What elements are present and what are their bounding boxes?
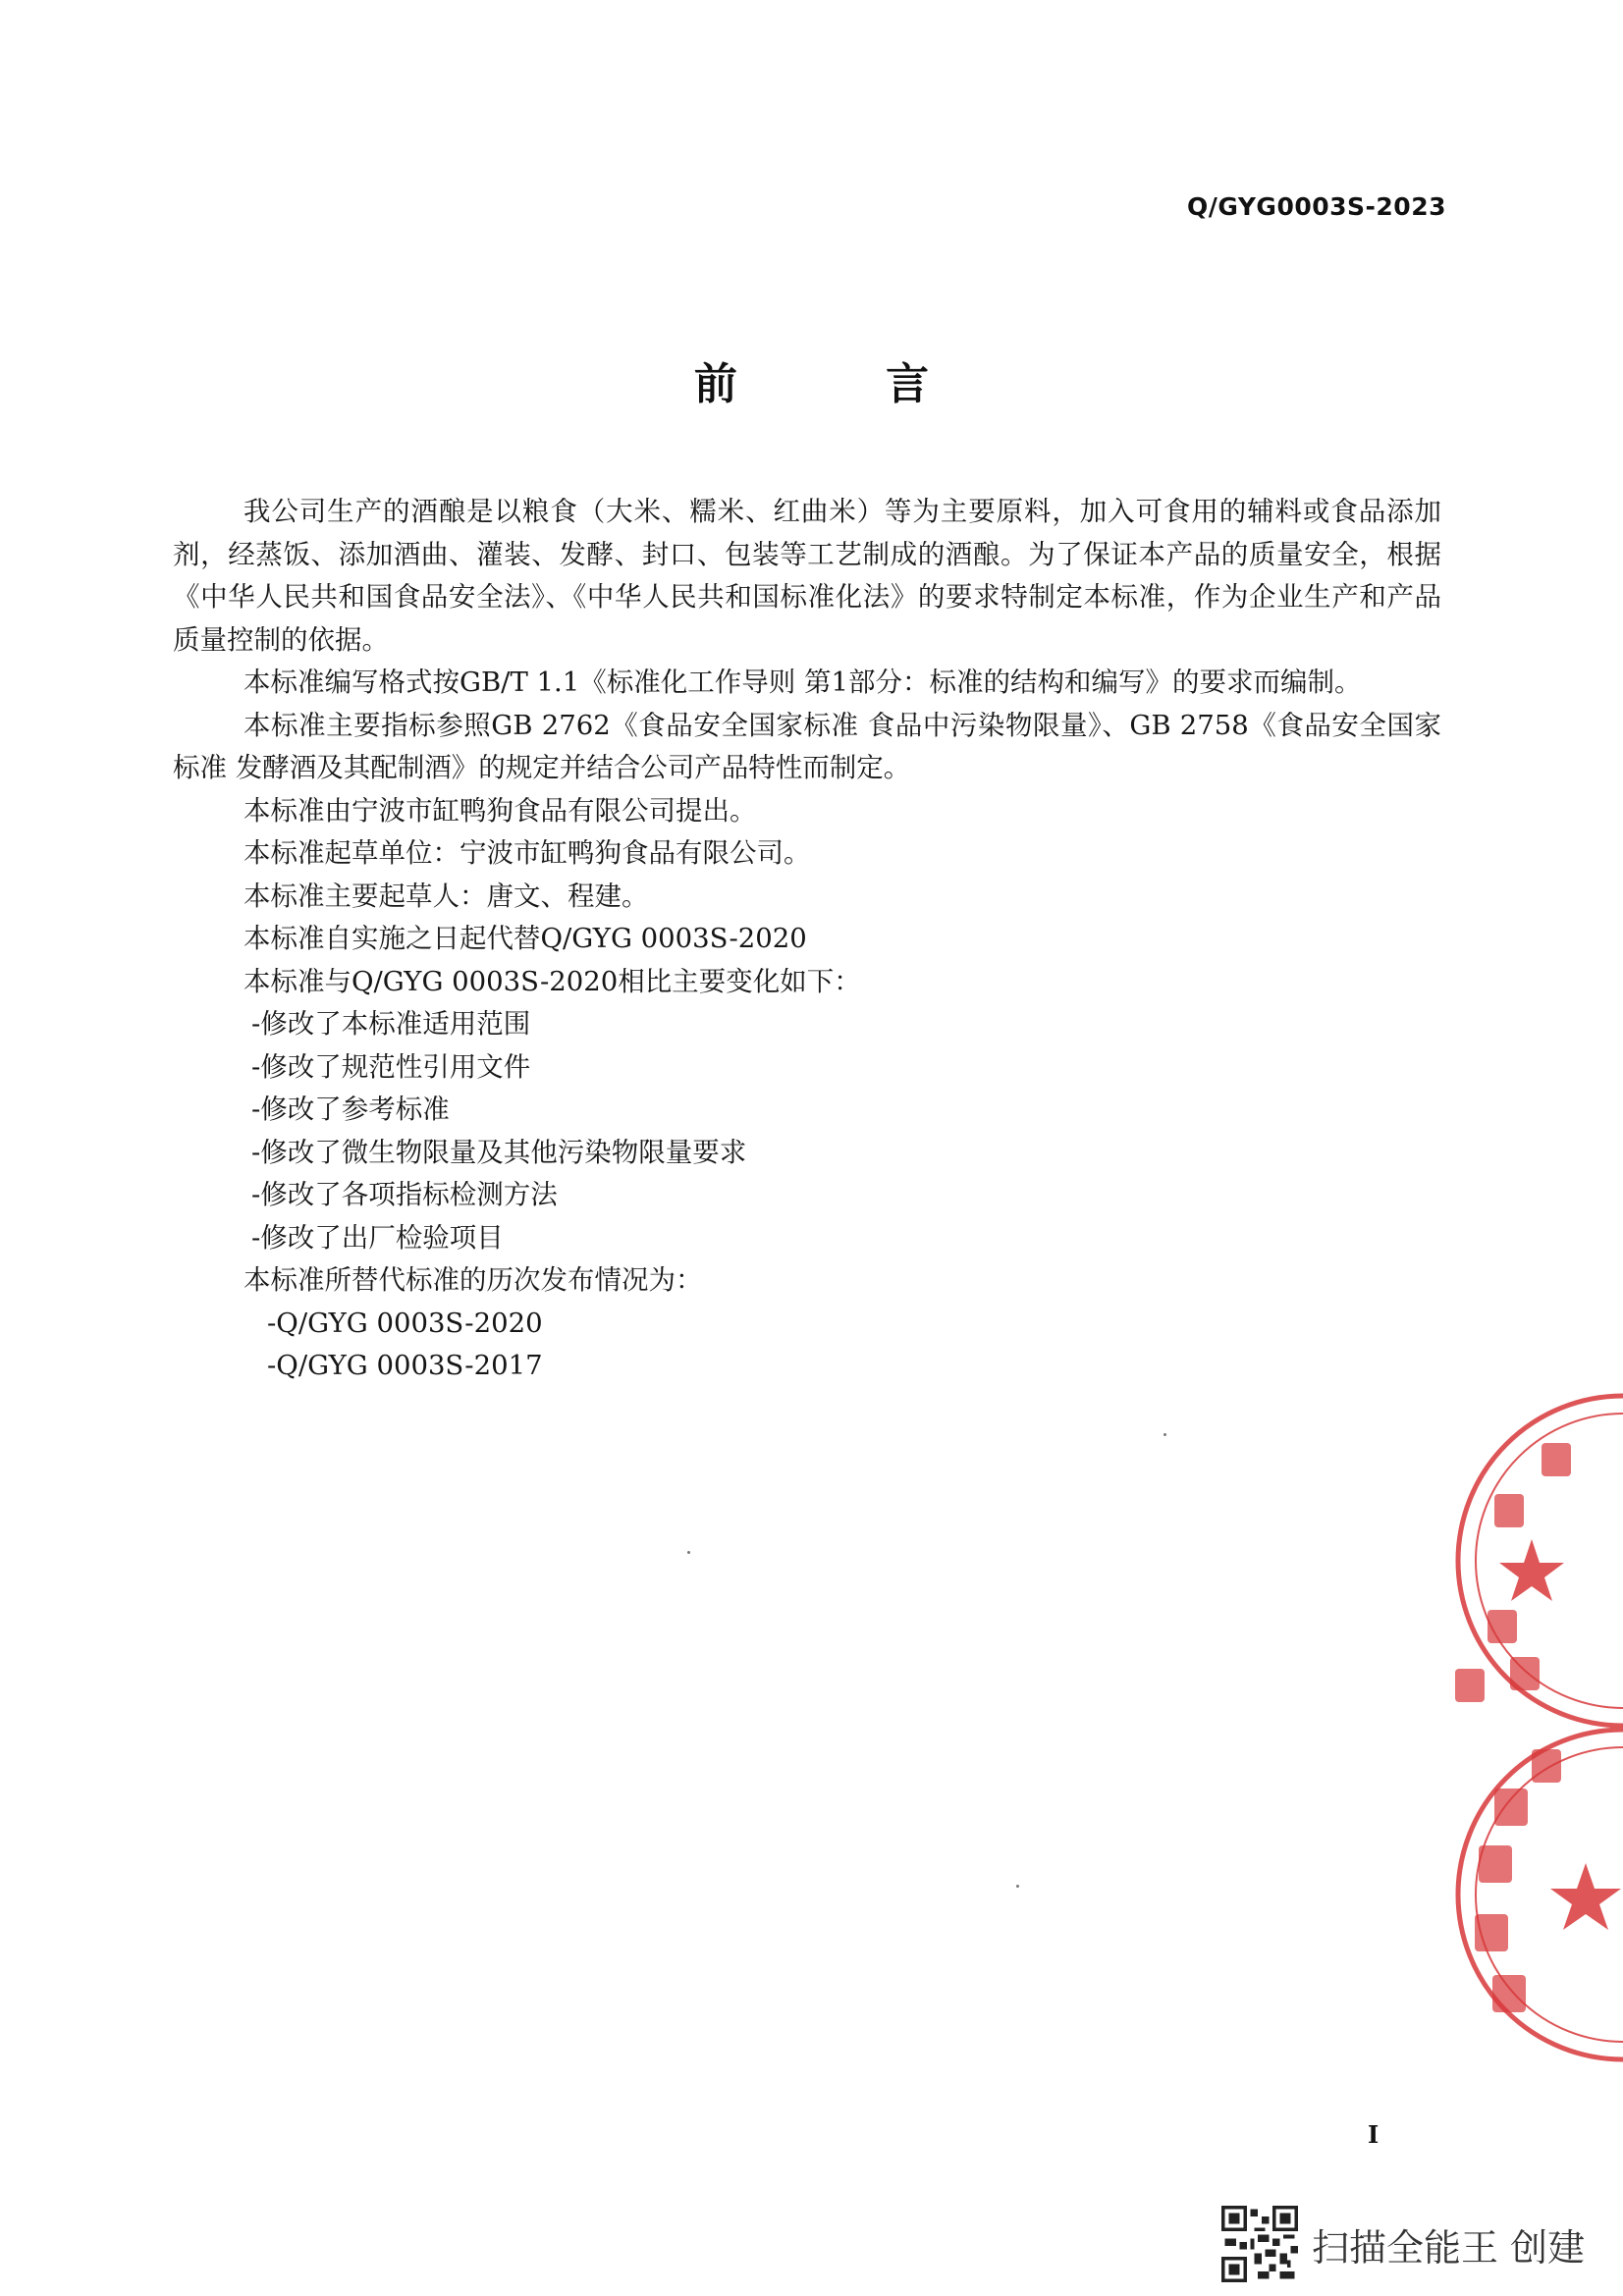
change-item: -修改了出厂检验项目 [251, 1221, 504, 1254]
qr-code-icon [1221, 2206, 1298, 2282]
page-number: I [1368, 2120, 1380, 2149]
document-body [173, 491, 1441, 1388]
info-line: 本标准起草单位：宁波市缸鸭狗食品有限公司。 [243, 837, 811, 869]
scan-speck [1163, 1433, 1166, 1436]
change-item: -修改了各项指标检测方法 [251, 1179, 558, 1210]
document-code: Q/GYG0003S-2023 [1186, 192, 1446, 221]
info-line: 本标准主要起草人：唐文、程建。 [243, 880, 649, 912]
watermark-text: 扫描全能王 创建 [1312, 2225, 1586, 2269]
change-item: -修改了规范性引用文件 [251, 1050, 531, 1083]
info-line: 本标准自实施之日起代替Q/GYG 0003S-2020 [243, 923, 807, 954]
history-item: -Q/GYG 0003S-2017 [267, 1350, 543, 1381]
history-item: -Q/GYG 0003S-2020 [267, 1307, 543, 1339]
change-item: -修改了微生物限量及其他污染物限量要求 [251, 1136, 747, 1168]
scan-speck [1016, 1885, 1019, 1888]
intro-paragraph: 我公司生产的酒酿是以粮食（大米、糯米、红曲米）等为主要原料，加入可食用的辅料或食品添加剂，经蒸饭、添加酒曲、灌装、发酵、封口、包装等工艺制成的酒酿。为了保证本产品的质量安全，根据《中华人民共和国食品安全法》、《中华人民共和国标准化法》的要求特制定本标准，作为企业生产和产品质量控制的依据。 [173, 496, 1441, 656]
info-line: 本标准与Q/GYG 0003S-2020相比主要变化如下： [243, 965, 861, 997]
history-title: 本标准所替代标准的历次发布情况为： [243, 1264, 703, 1296]
intro-paragraph: 本标准编写格式按GB/T 1.1《标准化工作导则 第1部分：标准的结构和编写》的要求而编制。 [243, 667, 1362, 698]
page-title: 前 言 [693, 359, 997, 409]
change-item: -修改了本标准适用范围 [251, 1008, 531, 1040]
intro-paragraph: 本标准主要指标参照GB 2762《食品安全国家标准 食品中污染物限量》、GB 2758《食品安全国家标准 发酵酒及其配制酒》的规定并结合公司产品特性而制定。 [173, 709, 1441, 783]
company-seal [1384, 1384, 1623, 2091]
scan-speck [687, 1551, 690, 1554]
seal-star-icon [1499, 1539, 1621, 1930]
info-line: 本标准由宁波市缸鸭狗食品有限公司提出。 [243, 794, 757, 827]
change-item: -修改了参考标准 [251, 1094, 450, 1125]
scanner-watermark [1221, 2205, 1585, 2283]
